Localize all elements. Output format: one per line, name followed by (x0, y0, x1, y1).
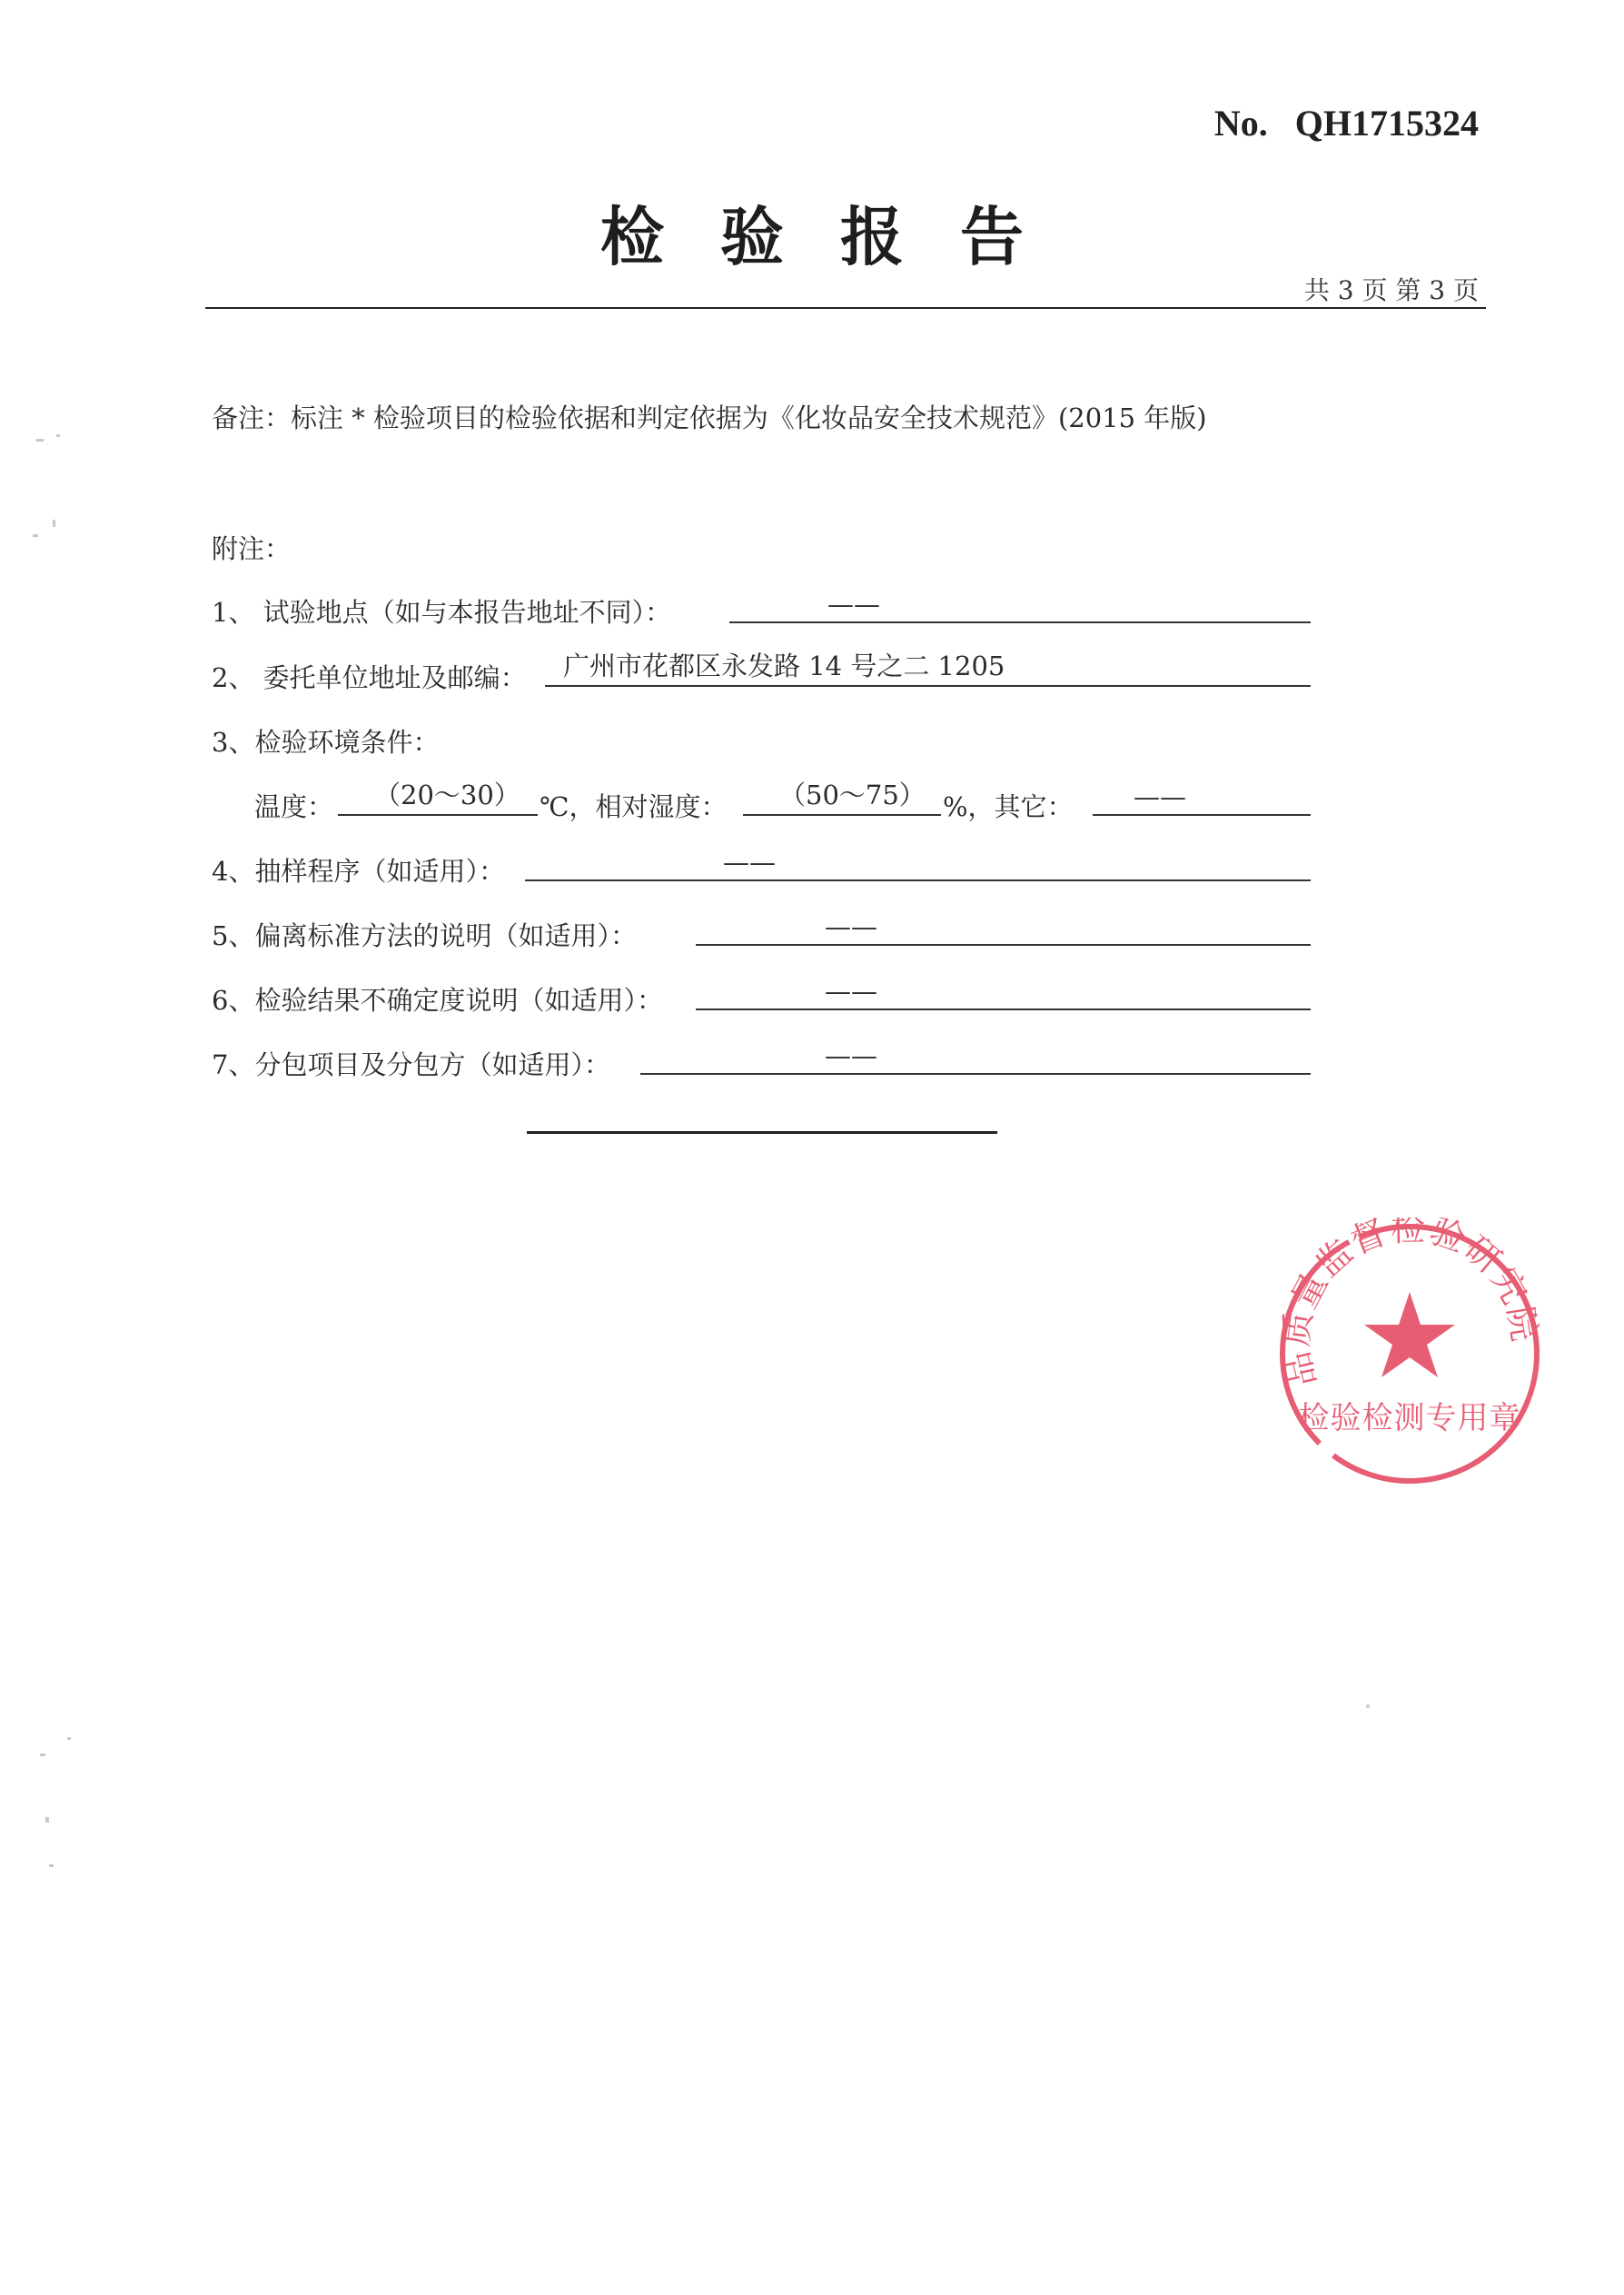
header-divider (205, 307, 1486, 309)
official-seal (1273, 1217, 1546, 1490)
appendix-heading: 附注： (212, 533, 292, 564)
item5-value: —— (825, 911, 877, 942)
humidity-field (743, 780, 941, 816)
item7-label: 7、分包项目及分包方（如适用）： (212, 1049, 610, 1080)
item1-label: 1、 试验地点（如与本报告地址不同）： (212, 597, 672, 628)
item6-field (696, 978, 1311, 1010)
item1-value: —— (827, 589, 880, 620)
item3-label: 3、检验环境条件： (212, 727, 440, 758)
item4-value: —— (723, 847, 776, 878)
report-number-label: No. (1213, 103, 1268, 144)
item4-field (525, 849, 1311, 881)
item1-field (729, 591, 1311, 623)
item5-label: 5、偏离标准方法的说明（如适用）： (212, 920, 637, 951)
seal-icon (1273, 1217, 1546, 1490)
remark-text: 备注：标注 * 检验项目的检验依据和判定依据为《化妆品安全技术规范》(2015 年版) (212, 402, 1207, 433)
item5-field (696, 913, 1311, 946)
item6-value: —— (825, 976, 877, 1007)
temperature-label: 温度： (254, 791, 334, 822)
item7-field (640, 1042, 1311, 1075)
svg-text:品质量监督检验研究院: 品质量监督检验研究院 (1275, 1217, 1546, 1391)
report-number-value: QH1715324 (1294, 103, 1479, 144)
item2-field (545, 651, 1311, 687)
page-title: 检验报告 (600, 200, 1080, 274)
item4-label: 4、抽样程序（如适用）： (212, 856, 505, 887)
temperature-field (338, 780, 538, 816)
svg-text:检验检测专用章: 检验检测专用章 (1298, 1400, 1521, 1436)
temperature-value: （20～30） (374, 780, 520, 810)
page-count: 共 3 页 第 3 页 (1303, 275, 1479, 305)
humidity-value: （50～75） (779, 780, 926, 810)
other-field (1093, 783, 1311, 816)
end-divider (527, 1131, 997, 1134)
item6-label: 6、检验结果不确定度说明（如适用）： (212, 985, 663, 1016)
temperature-unit: ℃，相对湿度： (540, 791, 728, 822)
other-value: —— (1134, 781, 1186, 812)
report-number (1214, 102, 1479, 144)
item7-value: —— (825, 1040, 877, 1071)
humidity-unit: %，其它： (943, 791, 1074, 822)
item2-value: 广州市花都区永发路 14 号之二 1205 (563, 651, 1005, 681)
item2-label: 2、 委托单位地址及邮编： (212, 662, 527, 693)
